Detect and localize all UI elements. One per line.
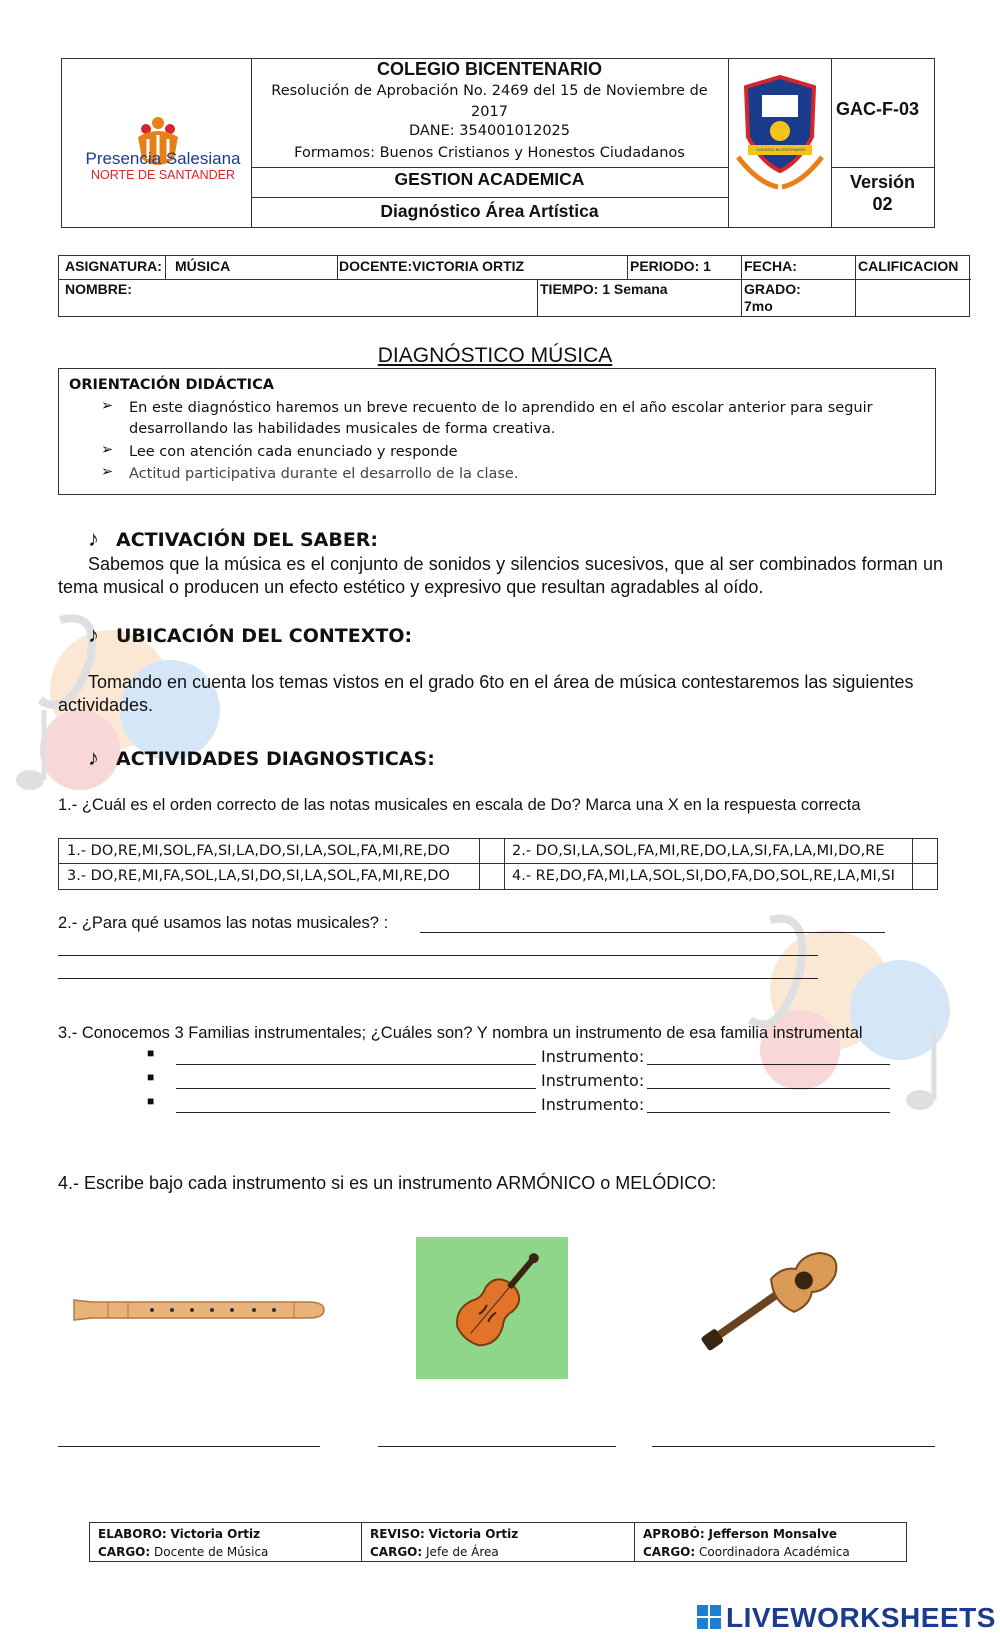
- guitar-image: [688, 1232, 864, 1368]
- logo-cell: [62, 59, 252, 227]
- question-1: 1.- ¿Cuál es el orden correcto de las notas musicales en escala de Do? Marca una X en la respuesta correcta: [58, 796, 861, 814]
- cargo-label: CARGO:: [370, 1545, 423, 1559]
- question-3: 3.- Conocemos 3 Familias instrumentales; ¿Cuáles son? Y nombra un instrumento de esa familia instrumental: [58, 1024, 863, 1042]
- grado-field: [743, 279, 807, 317]
- reviso-cell: [362, 1523, 635, 1561]
- activation-text: Sabemos que la música es el conjunto de sonidos y silencios sucesivos, que al ser combinados forman un tema musical o producen un efecto estético y expresivo que resultan agradables al oído.: [58, 554, 943, 597]
- instrument-label: Instrumento:: [541, 1095, 645, 1114]
- grado-value: 7mo: [744, 298, 773, 314]
- instrument-answer-line[interactable]: [647, 1112, 890, 1113]
- calificacion-field[interactable]: CALIFICACION: [858, 258, 959, 274]
- square-bullet-icon: ■: [147, 1070, 155, 1084]
- reviso-cargo: Jefe de Área: [426, 1545, 499, 1559]
- scale-option-2-mark[interactable]: [912, 839, 937, 864]
- asignatura-label: ASIGNATURA:: [65, 258, 162, 274]
- reviso-label: REVISO:: [370, 1527, 425, 1541]
- grado-label: GRADO:: [744, 281, 801, 297]
- orientation-box: [58, 368, 936, 495]
- fecha-field[interactable]: FECHA:: [744, 258, 797, 274]
- scale-option-1: 1.- DO,RE,MI,SOL,FA,SI,LA,DO,SI,LA,SOL,FA,MI,RE,DO: [67, 843, 450, 859]
- family-answer-line[interactable]: [176, 1112, 536, 1113]
- activities-title: ACTIVIDADES DIAGNOSTICAS:: [116, 748, 435, 770]
- aprobo-name: Jefferson Monsalve: [708, 1527, 838, 1541]
- scale-options-table: [58, 838, 938, 890]
- docente-field: DOCENTE:VICTORIA ORTIZ: [339, 258, 525, 274]
- square-bullet-icon: ■: [147, 1094, 155, 1108]
- student-info-table: [58, 255, 970, 317]
- elaboro-cargo: Docente de Música: [154, 1545, 269, 1559]
- square-bullet-icon: ■: [147, 1046, 155, 1060]
- context-title: UBICACIÓN DEL CONTEXTO:: [116, 625, 413, 647]
- liveworksheets-logo-icon: [697, 1603, 723, 1631]
- guitar-answer-line[interactable]: [652, 1446, 935, 1447]
- aprobo-cargo: Coordinadora Académica: [699, 1545, 850, 1559]
- version-number: 02: [872, 194, 893, 214]
- orientation-heading: ORIENTACIÓN DIDÁCTICA: [69, 377, 274, 393]
- presencia-salesiana-logo: [62, 59, 251, 229]
- asignatura-value: MÚSICA: [175, 258, 231, 274]
- answer-line-q2[interactable]: [58, 955, 818, 956]
- logo-text-primary: Presencia Salesiana: [85, 149, 241, 168]
- answer-line-q2[interactable]: [420, 932, 885, 933]
- context-text: Tomando en cuenta los temas vistos en el grado 6to en el área de música contestaremos las siguientes actividades.: [58, 672, 914, 715]
- music-note-icon: ♪: [88, 622, 99, 647]
- code-cell: [831, 59, 934, 227]
- aprobo-label: APROBÓ:: [643, 1527, 705, 1541]
- scale-option-3-mark[interactable]: [479, 864, 504, 889]
- dane-text: DANE: 354001012025: [408, 123, 571, 139]
- school-name: COLEGIO BICENTENARIO: [376, 59, 602, 79]
- scale-option-4-mark[interactable]: [912, 864, 937, 889]
- elaboro-name: Victoria Ortiz: [170, 1527, 261, 1541]
- music-note-icon: ♪: [88, 526, 99, 551]
- school-shield-logo: [728, 59, 831, 229]
- instrument-label: Instrumento:: [541, 1071, 645, 1090]
- answer-line-q2[interactable]: [58, 978, 818, 979]
- shield-caption: COLEGIO BICENTENARIO: [756, 147, 806, 152]
- subject-title: Diagnóstico Área Artística: [380, 201, 599, 221]
- violin-image: [416, 1237, 568, 1379]
- instrument-answer-line[interactable]: [647, 1088, 890, 1089]
- reviso-name: Victoria Ortiz: [428, 1527, 519, 1541]
- title-cell: [251, 59, 729, 227]
- resolution-text: Resolución de Aprobación No. 2469 del 15 de Noviembre de 2017: [271, 83, 708, 120]
- motto-text: Formamos: Buenos Cristianos y Honestos Ciudadanos: [294, 145, 685, 161]
- tiempo-field: TIEMPO: 1 Semana: [540, 281, 668, 297]
- page-title: DIAGNÓSTICO MÚSICA: [377, 344, 613, 367]
- shield-cell: [728, 59, 832, 227]
- liveworksheets-brand: LIVEWORKSHEETS: [726, 1602, 996, 1633]
- scale-option-4: 4.- RE,DO,FA,MI,LA,SOL,SI,DO,FA,DO,SOL,RE,LA,MI,SI: [512, 868, 895, 884]
- recorder-image: [68, 1288, 328, 1328]
- family-answer-line[interactable]: [176, 1064, 536, 1065]
- elaboro-cell: [90, 1523, 362, 1561]
- scale-option-2: 2.- DO,SI,LA,SOL,FA,MI,RE,DO,LA,SI,FA,LA,MI,DO,RE: [512, 843, 885, 859]
- family-answer-line[interactable]: [176, 1088, 536, 1089]
- version-label: Versión: [849, 172, 916, 192]
- orientation-item: Lee con atención cada enunciado y responde: [129, 444, 458, 460]
- document-header: [61, 58, 935, 228]
- arrow-bullet-icon: ➢: [101, 442, 114, 458]
- approval-footer: [89, 1522, 907, 1562]
- scale-option-1-mark[interactable]: [479, 839, 504, 864]
- question-2: 2.- ¿Para qué usamos las notas musicales? :: [58, 914, 389, 932]
- music-note-icon: ♪: [88, 745, 99, 770]
- form-code: GAC-F-03: [836, 99, 920, 119]
- cargo-label: CARGO:: [98, 1545, 151, 1559]
- logo-text-secondary: NORTE DE SANTANDER: [90, 168, 235, 182]
- nombre-field[interactable]: NOMBRE:: [65, 281, 132, 297]
- question-4: 4.- Escribe bajo cada instrumento si es un instrumento ARMÓNICO o MELÓDICO:: [58, 1173, 717, 1193]
- elaboro-label: ELABORO:: [98, 1527, 167, 1541]
- activation-title: ACTIVACIÓN DEL SABER:: [116, 529, 379, 551]
- orientation-item: En este diagnóstico haremos un breve recuento de lo aprendido en el año escolar anterior para seguir desarrollando las habilidades musicales de forma creativa.: [129, 400, 873, 437]
- scale-option-3: 3.- DO,RE,MI,FA,SOL,LA,SI,DO,SI,LA,SOL,FA,MI,RE,DO: [67, 868, 450, 884]
- orientation-item: Actitud participativa durante el desarrollo de la clase.: [129, 466, 519, 482]
- violin-answer-line[interactable]: [378, 1446, 616, 1447]
- arrow-bullet-icon: ➢: [101, 398, 114, 414]
- instrument-label: Instrumento:: [541, 1047, 645, 1066]
- recorder-answer-line[interactable]: [58, 1446, 320, 1447]
- aprobo-cell: [635, 1523, 906, 1561]
- periodo-field: PERIODO: 1: [630, 258, 711, 274]
- cargo-label: CARGO:: [643, 1545, 696, 1559]
- instrument-answer-line[interactable]: [647, 1064, 890, 1065]
- area-title: GESTION ACADEMICA: [394, 169, 585, 189]
- arrow-bullet-icon: ➢: [101, 464, 114, 480]
